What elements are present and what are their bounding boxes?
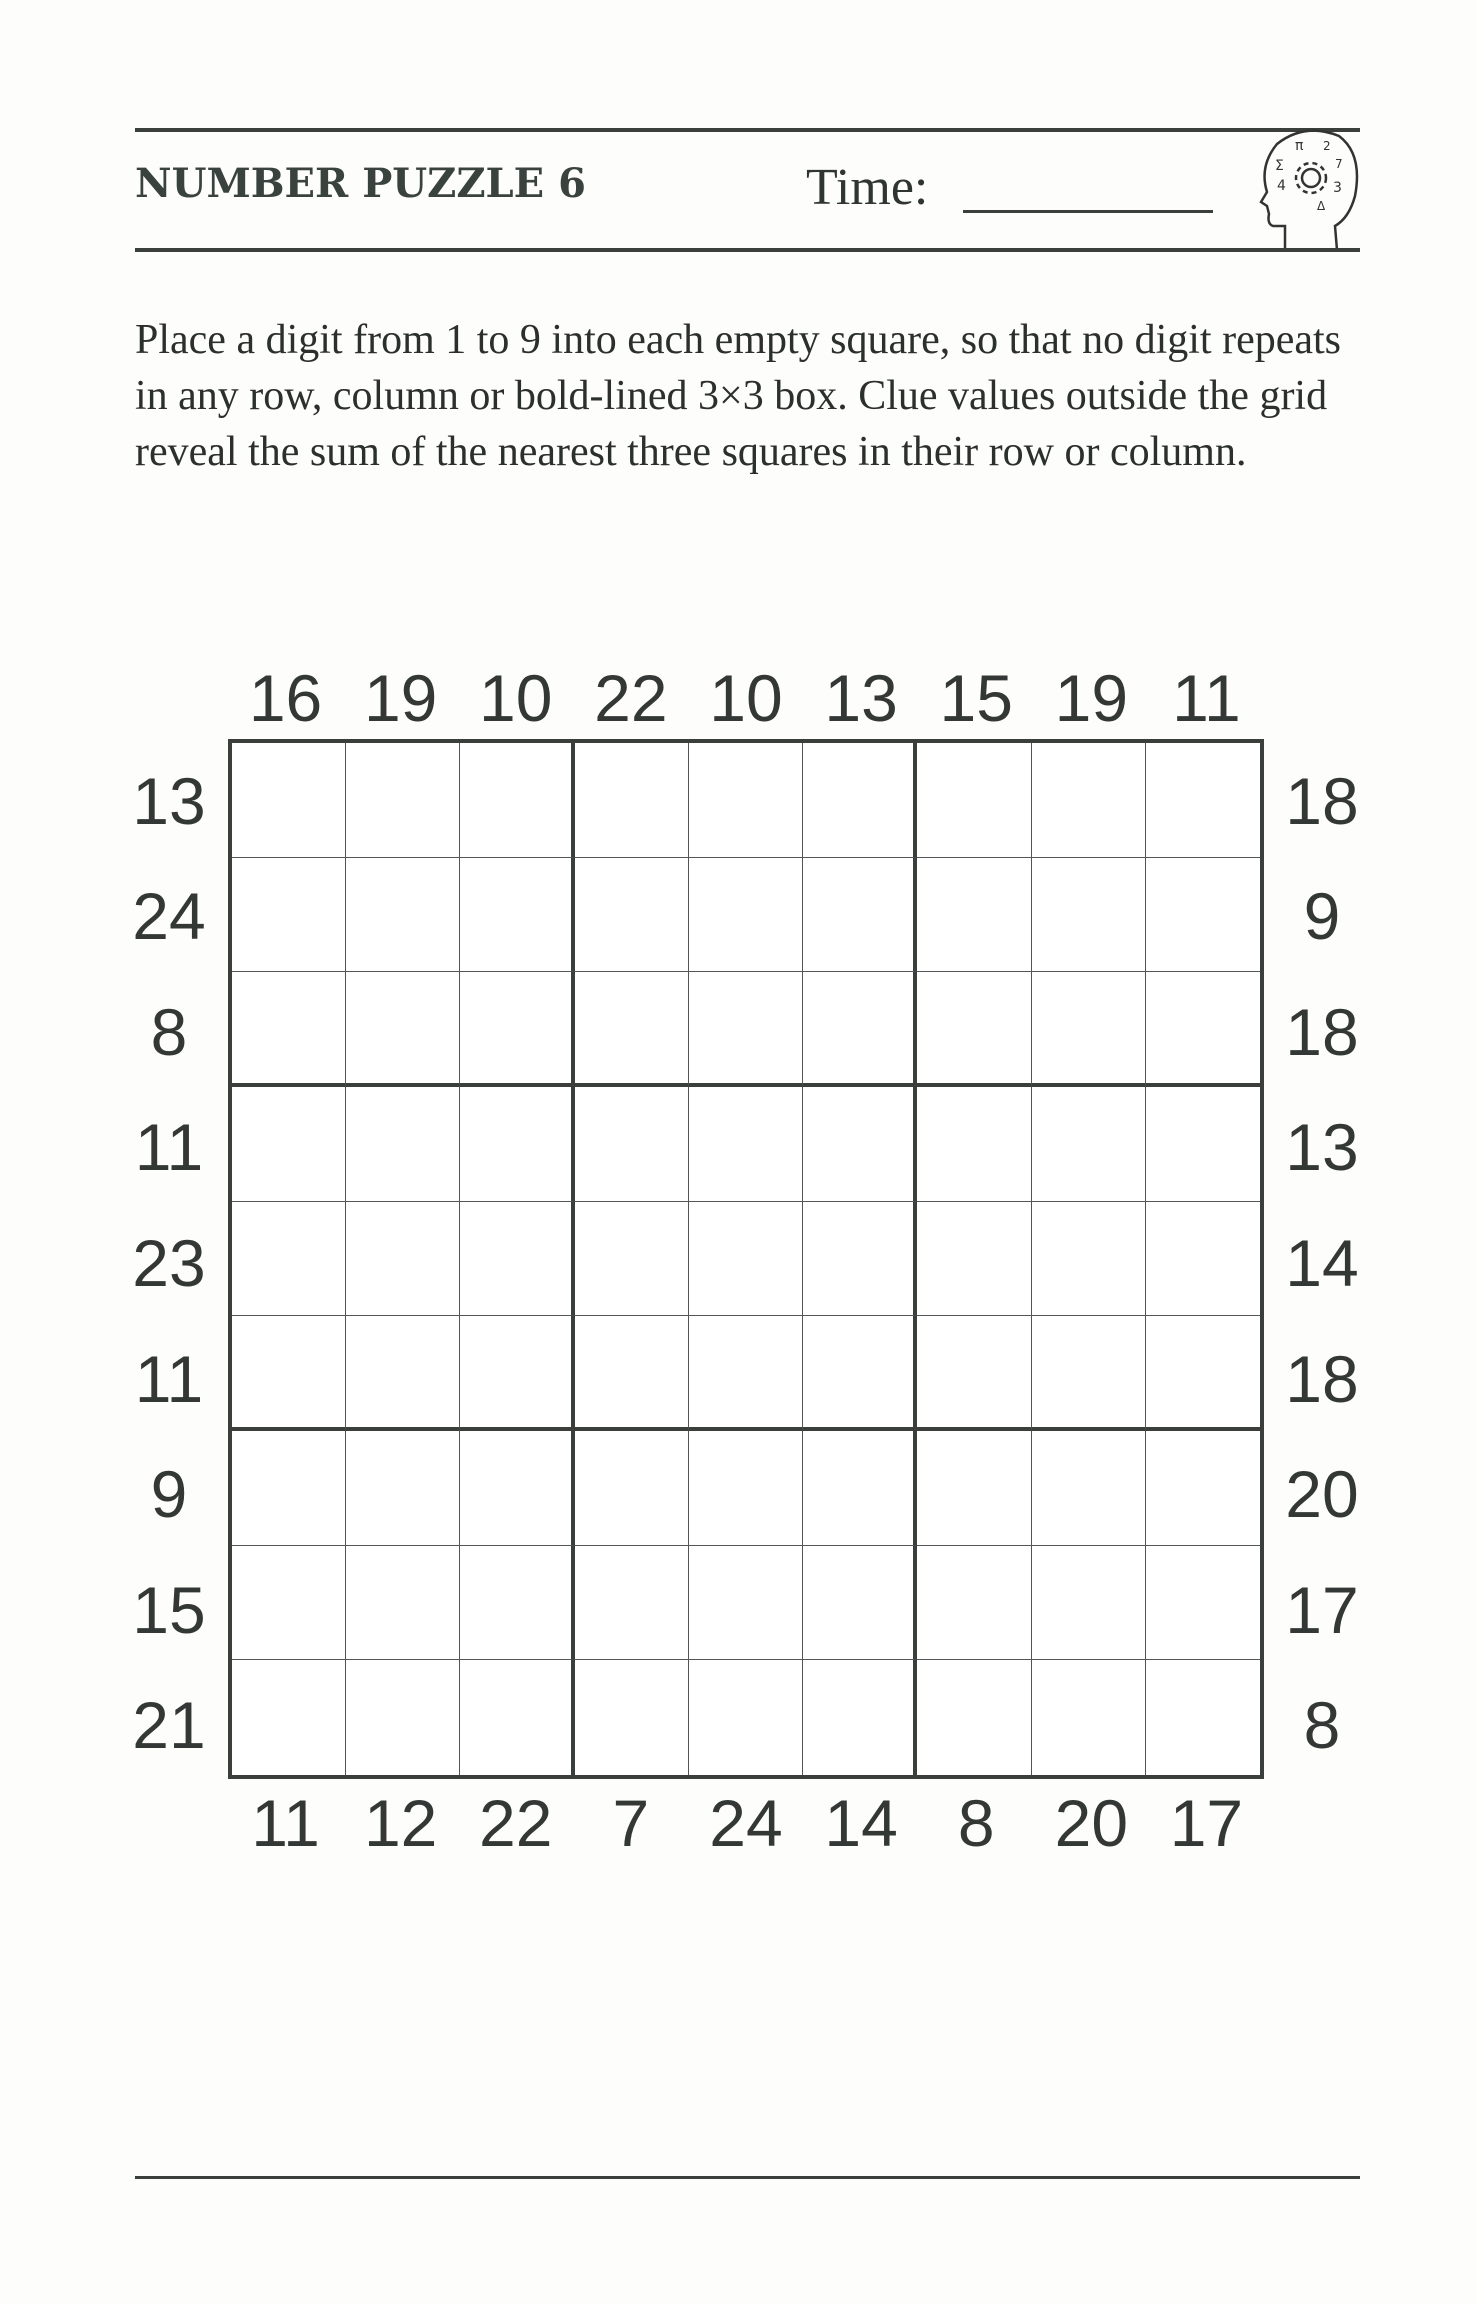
grid-cell[interactable] (1146, 743, 1260, 858)
grid-cell[interactable] (917, 1431, 1031, 1546)
grid-cell[interactable] (1032, 743, 1146, 858)
grid-cell[interactable] (1146, 1660, 1260, 1775)
left-clue: 13 (132, 763, 206, 838)
bottom-clue: 14 (824, 1786, 898, 1860)
grid-cell[interactable] (575, 1431, 689, 1546)
right-clue: 18 (1285, 1341, 1359, 1416)
grid-cell[interactable] (575, 1546, 689, 1661)
top-clue: 19 (363, 661, 438, 735)
right-clue: 20 (1285, 1457, 1359, 1532)
grid-cell[interactable] (917, 1316, 1031, 1431)
grid-cell[interactable] (1032, 1660, 1146, 1775)
svg-text:3: 3 (1333, 180, 1342, 196)
svg-text:π: π (1295, 138, 1304, 154)
grid-cell[interactable] (346, 1660, 460, 1775)
top-clue: 11 (1172, 661, 1241, 735)
left-clue: 11 (134, 1341, 204, 1416)
svg-text:Δ: Δ (1317, 199, 1326, 213)
grid-cell[interactable] (1146, 1546, 1260, 1661)
grid-cell[interactable] (575, 1660, 689, 1775)
grid-cell[interactable] (232, 1660, 346, 1775)
svg-text:4: 4 (1277, 178, 1286, 194)
grid-cell[interactable] (460, 972, 574, 1087)
grid-cell[interactable] (460, 1202, 574, 1317)
grid-cell[interactable] (917, 1087, 1031, 1202)
grid-cell[interactable] (346, 1431, 460, 1546)
grid-cell[interactable] (1146, 1316, 1260, 1431)
grid-cell[interactable] (803, 1431, 917, 1546)
bottom-clue: 8 (957, 1786, 995, 1860)
grid-cell[interactable] (1032, 1316, 1146, 1431)
grid-cell[interactable] (460, 858, 574, 973)
grid-cell[interactable] (1146, 972, 1260, 1087)
bottom-clue: 22 (479, 1786, 553, 1860)
grid-cell[interactable] (575, 972, 689, 1087)
grid-cell[interactable] (917, 743, 1031, 858)
grid-cell[interactable] (689, 1546, 803, 1661)
grid-cell[interactable] (689, 1202, 803, 1317)
left-clue: 9 (150, 1457, 188, 1532)
svg-text:7: 7 (1335, 157, 1343, 171)
left-clue: 23 (132, 1226, 206, 1300)
right-clue: 18 (1285, 994, 1359, 1069)
grid-cell[interactable] (346, 1087, 460, 1202)
grid-cell[interactable] (346, 743, 460, 858)
grid-cell[interactable] (803, 743, 917, 858)
grid-cell[interactable] (460, 1087, 574, 1202)
grid-cell[interactable] (232, 743, 346, 858)
instructions-text: Place a digit from 1 to 9 into each empty square, so that no digit repeats in any row, column or bold-lined 3×3 box. Clue values outside the grid reveal the sum of the nearest three squares in their row or column. (135, 317, 1342, 475)
grid-cell[interactable] (917, 972, 1031, 1087)
right-clue: 18 (1285, 763, 1359, 838)
grid-cell[interactable] (803, 1087, 917, 1202)
grid-cell[interactable] (803, 1660, 917, 1775)
grid-cell[interactable] (575, 743, 689, 858)
grid-cell[interactable] (575, 1316, 689, 1431)
grid-cell[interactable] (232, 972, 346, 1087)
right-clue: 8 (1303, 1688, 1341, 1763)
grid-cell[interactable] (689, 1431, 803, 1546)
top-clue: 10 (709, 661, 783, 735)
grid-cell[interactable] (1032, 1546, 1146, 1661)
svg-text:Σ: Σ (1275, 158, 1284, 174)
grid-cell[interactable] (346, 858, 460, 973)
grid-cell[interactable] (689, 743, 803, 858)
grid-cell[interactable] (232, 858, 346, 973)
grid-cell[interactable] (460, 1431, 574, 1546)
time-input-line[interactable] (963, 210, 1213, 213)
grid-cell[interactable] (232, 1546, 346, 1661)
grid-cell[interactable] (689, 858, 803, 973)
grid-cell[interactable] (803, 1546, 917, 1661)
grid-cell[interactable] (460, 743, 574, 858)
puzzle-title: NUMBER PUZZLE 6 (135, 160, 586, 207)
left-clue: 15 (132, 1572, 206, 1647)
bottom-clue: 20 (1054, 1786, 1129, 1860)
right-clue: 9 (1303, 879, 1341, 954)
grid-cell[interactable] (1032, 1087, 1146, 1202)
grid-cell[interactable] (1032, 858, 1146, 973)
grid-cell[interactable] (232, 1202, 346, 1317)
top-clue: 19 (1054, 661, 1129, 735)
header-bottom-rule (135, 248, 1360, 252)
bottom-clue: 24 (709, 1786, 783, 1860)
grid-cell[interactable] (460, 1660, 574, 1775)
grid-cell[interactable] (917, 1660, 1031, 1775)
top-clue: 15 (939, 661, 1013, 735)
grid-cell[interactable] (232, 1431, 346, 1546)
left-clue: 8 (150, 994, 188, 1069)
right-clue: 14 (1285, 1226, 1359, 1300)
grid-cell[interactable] (460, 1316, 574, 1431)
grid-cell[interactable] (575, 1202, 689, 1317)
time-label: Time: (806, 159, 929, 216)
grid-cell[interactable] (803, 858, 917, 973)
left-clue: 24 (132, 879, 206, 954)
grid-cell[interactable] (575, 858, 689, 973)
grid-cell[interactable] (803, 1316, 917, 1431)
head-gear-logo-icon (1255, 126, 1363, 252)
left-clue: 21 (132, 1688, 206, 1763)
grid-cell[interactable] (460, 1546, 574, 1661)
grid-cell[interactable] (689, 1316, 803, 1431)
svg-text:2: 2 (1323, 139, 1331, 153)
grid-cell[interactable] (346, 1202, 460, 1317)
puzzle-grid (228, 739, 1264, 1779)
right-clue: 17 (1285, 1572, 1359, 1647)
footer-rule (135, 2176, 1360, 2179)
top-clue: 13 (824, 661, 898, 735)
grid-cell[interactable] (1146, 1202, 1260, 1317)
grid-cell[interactable] (232, 1087, 346, 1202)
grid-cell[interactable] (917, 1546, 1031, 1661)
grid-cell[interactable] (803, 972, 917, 1087)
bottom-clue: 12 (363, 1786, 438, 1860)
grid-cell[interactable] (1032, 1431, 1146, 1546)
grid-cell[interactable] (575, 1087, 689, 1202)
grid-cell[interactable] (689, 972, 803, 1087)
top-clue: 22 (594, 661, 668, 735)
top-clue: 16 (248, 661, 323, 735)
grid-cell[interactable] (1032, 972, 1146, 1087)
header-top-rule (135, 128, 1360, 132)
grid-cell[interactable] (1146, 1431, 1260, 1546)
grid-cell[interactable] (1032, 1202, 1146, 1317)
grid-cell[interactable] (803, 1202, 917, 1317)
bottom-clue: 11 (251, 1786, 320, 1860)
grid-cell[interactable] (346, 1316, 460, 1431)
right-clue: 13 (1285, 1110, 1359, 1185)
grid-cell[interactable] (917, 1202, 1031, 1317)
top-clue: 10 (479, 661, 553, 735)
grid-cell[interactable] (917, 858, 1031, 973)
bottom-clue: 17 (1169, 1786, 1244, 1860)
grid-cell[interactable] (689, 1660, 803, 1775)
left-clue: 11 (134, 1110, 204, 1185)
grid-cell[interactable] (346, 1546, 460, 1661)
grid-cell[interactable] (1146, 858, 1260, 973)
grid-cell[interactable] (346, 972, 460, 1087)
grid-cell[interactable] (1146, 1087, 1260, 1202)
grid-cell[interactable] (689, 1087, 803, 1202)
grid-cell[interactable] (232, 1316, 346, 1431)
bottom-clue: 7 (612, 1786, 650, 1860)
